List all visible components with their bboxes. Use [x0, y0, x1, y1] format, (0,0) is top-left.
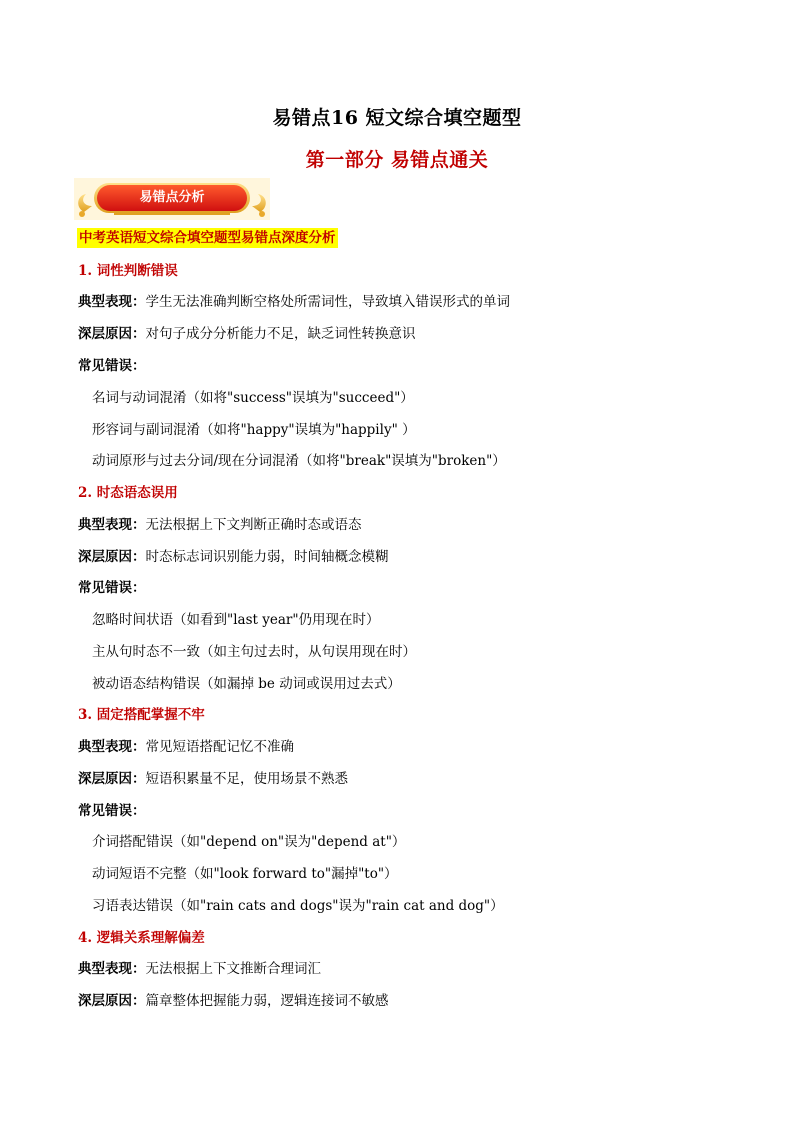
cause-label: 深层原因：: [78, 549, 146, 565]
typical-label: 典型表现：: [78, 961, 146, 977]
cause-text: 对句子成分分析能力不足，缺乏词性转换意识: [145, 326, 416, 342]
page-title: 易错点16 短文综合填空题型: [272, 107, 522, 129]
section-4-cause: [78, 992, 389, 1010]
part-title: 第一部分 易错点通关: [305, 149, 489, 171]
typical-label: 典型表现：: [78, 294, 146, 310]
typical-text: 无法根据上下文推断合理词汇: [145, 961, 321, 977]
section-1-error-1: 名词与动词混淆（如将"success"误填为"succeed"）: [92, 390, 414, 406]
section-3-error-1: 介词搭配错误（如"depend on"误为"depend at"）: [92, 834, 406, 850]
banner: [74, 178, 270, 220]
analysis-heading: 中考英语短文综合填空题型易错点深度分析: [79, 230, 336, 246]
section-4-heading: 4. 逻辑关系理解偏差: [78, 930, 205, 946]
typical-text: 无法根据上下文判断正确时态或语态: [145, 517, 362, 533]
banner-label: 易错点分析: [139, 190, 205, 205]
typical-label: 典型表现：: [78, 517, 146, 533]
cause-text: 篇章整体把握能力弱，逻辑连接词不敏感: [145, 993, 389, 1009]
typical-text: 学生无法准确判断空格处所需词性，导致填入错误形式的单词: [145, 294, 510, 310]
cause-text: 时态标志词识别能力弱，时间轴概念模糊: [145, 549, 389, 565]
section-3-error-2: 动词短语不完整（如"look forward to"漏掉"to"）: [92, 866, 398, 882]
section-2-error-3: 被动语态结构错误（如漏掉 be 动词或误用过去式）: [92, 676, 401, 692]
section-1-error-2: 形容词与副词混淆（如将"happy"误填为"happily" ）: [92, 422, 416, 438]
cause-text: 短语积累量不足，使用场景不熟悉: [145, 771, 348, 787]
section-3-heading: 3. 固定搭配掌握不牢: [78, 707, 205, 723]
section-3-error-3: 习语表达错误（如"rain cats and dogs"误为"rain cat and dog"）: [92, 898, 504, 914]
section-2-error-2: 主从句时态不一致（如主句过去时，从句误用现在时）: [92, 644, 416, 660]
section-2-error-1: 忽略时间状语（如看到"last year"仍用现在时）: [92, 612, 380, 628]
cause-label: 深层原因：: [78, 771, 146, 787]
cause-label: 深层原因：: [78, 993, 146, 1009]
section-3-cause: [78, 770, 348, 788]
section-3-errors-label: 常见错误：: [78, 803, 146, 819]
section-2-typical: [78, 516, 362, 534]
section-1-error-3: 动词原形与过去分词/现在分词混淆（如将"break"误填为"broken"）: [92, 453, 506, 469]
section-2-heading: 2. 时态语态误用: [78, 485, 178, 501]
section-2-cause: [78, 548, 389, 566]
section-1-heading: 1. 词性判断错误: [78, 263, 178, 279]
cause-label: 深层原因：: [78, 326, 146, 342]
section-4-typical: [78, 960, 321, 978]
section-2-errors-label: 常见错误：: [78, 580, 146, 596]
typical-label: 典型表现：: [78, 739, 146, 755]
typical-text: 常见短语搭配记忆不准确: [145, 739, 294, 755]
section-1-typical: [78, 293, 510, 311]
section-3-typical: [78, 738, 294, 756]
section-1-errors-label: 常见错误：: [78, 358, 146, 374]
section-1-cause: [78, 325, 416, 343]
